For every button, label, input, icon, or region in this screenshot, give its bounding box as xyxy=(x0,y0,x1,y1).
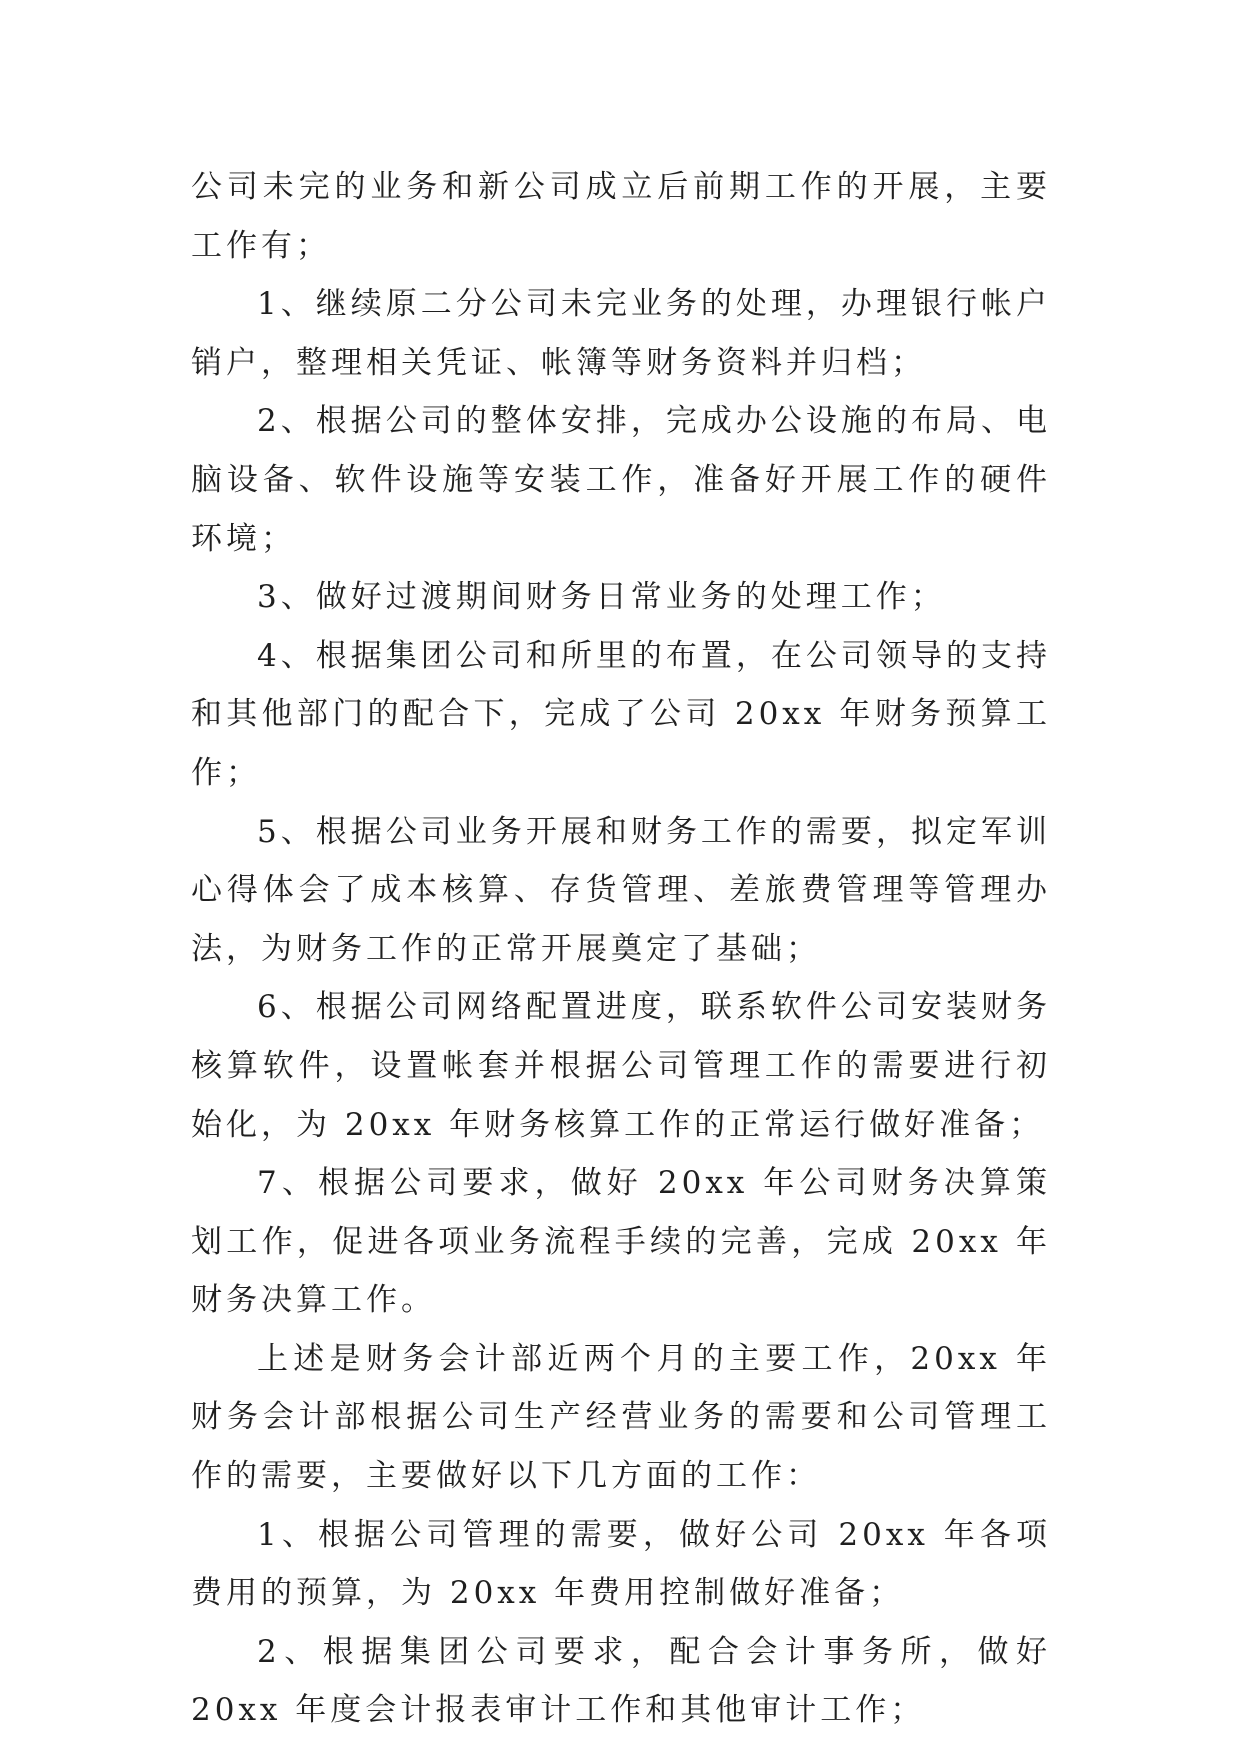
paragraph-plan-item-2: 2、根据集团公司要求，配合会计事务所，做好 20xx 年度会计报表审计工作和其他审计工作； xyxy=(191,1633,1051,1729)
paragraph-item-6: 6、根据公司网络配置进度，联系软件公司安装财务核算软件，设置帐套并根据公司管理工作的需要进行初始化，为 20xx 年财务核算工作的正常运行做好准备； xyxy=(191,989,1051,1143)
paragraph-item-4: 4、根据集团公司和所里的布置，在公司领导的支持和其他部门的配合下，完成了公司 20xx 年财务预算工作； xyxy=(191,637,1051,791)
paragraph-item-3: 3、做好过渡期间财务日常业务的处理工作； xyxy=(257,579,946,616)
paragraph-plan-item-1: 1、根据公司管理的需要，做好公司 20xx 年各项费用的预算，为 20xx 年费用控制做好准备； xyxy=(191,1516,1051,1612)
paragraph-item-1: 1、继续原二分公司未完业务的处理，办理银行帐户销户，整理相关凭证、帐簿等财务资料并归档； xyxy=(191,286,1051,381)
paragraph-item-7: 7、根据公司要求，做好 20xx 年公司财务决算策划工作，促进各项业务流程手续的完善，完成 20xx 年财务决算工作。 xyxy=(191,1165,1051,1319)
paragraph-summary: 上述是财务会计部近两个月的主要工作，20xx 年财务会计部根据公司生产经营业务的需要和公司管理工作的需要，主要做好以下几方面的工作： xyxy=(191,1340,1051,1495)
paragraph-item-2: 2、根据公司的整体安排，完成办公设施的布局、电脑设备、软件设施等安装工作，准备好开展工作的硬件环境； xyxy=(191,403,1051,557)
document-body xyxy=(191,158,1051,1740)
paragraph-intro-continuation: 公司未完的业务和新公司成立后前期工作的开展，主要工作有； xyxy=(191,169,1051,264)
paragraph-item-5: 5、根据公司业务开展和财务工作的需要，拟定军训心得体会了成本核算、存货管理、差旅费管理等管理办法，为财务工作的正常开展奠定了基础； xyxy=(191,813,1051,967)
